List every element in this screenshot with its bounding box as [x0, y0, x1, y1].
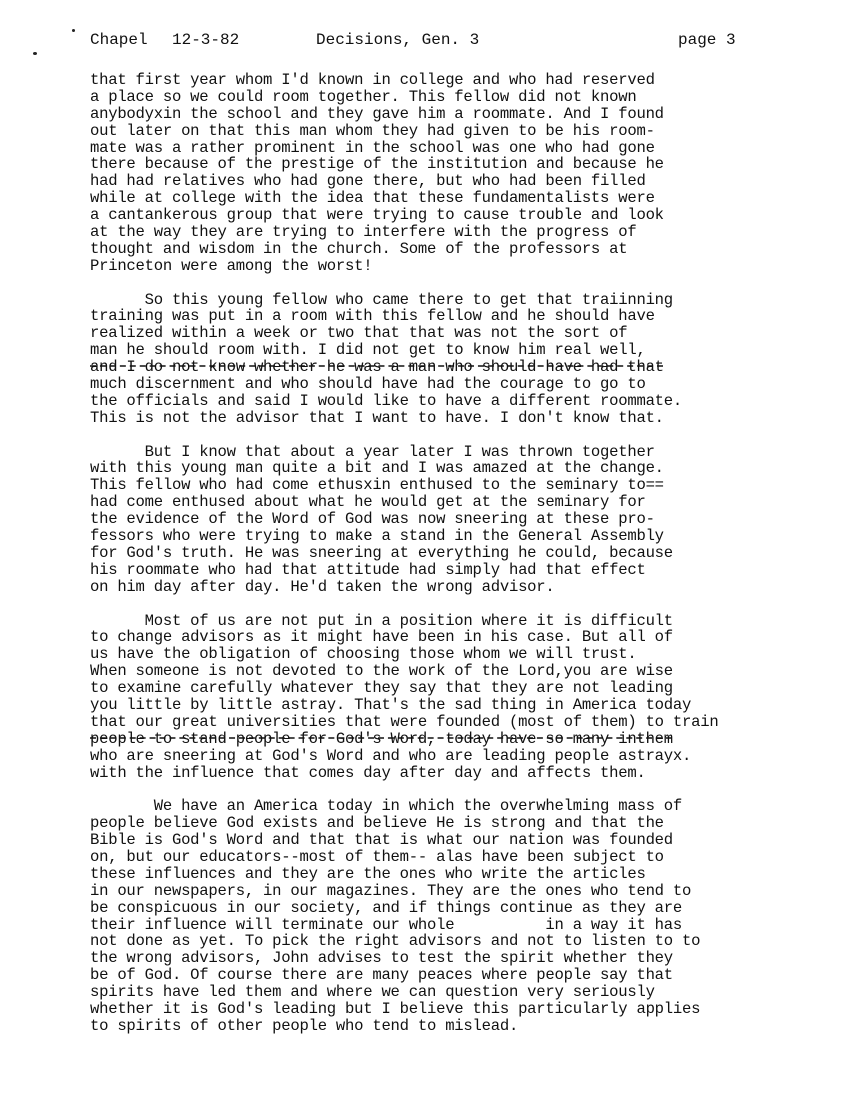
text-line: who are sneering at God's Word and who are leading people astrayx.	[90, 746, 692, 765]
ink-speck	[33, 52, 37, 55]
text-line: be of God. Of course there are many peaces where people say that	[90, 966, 673, 985]
text-line: while at college with the idea that these fundamentalists were	[90, 189, 655, 208]
struck-text-line: people to stand people for God's Word, today have so many inthem	[90, 729, 673, 748]
header-page-number: page 3	[678, 31, 736, 49]
header-chapel: Chapel	[90, 31, 148, 49]
text-line: on him day after day. He'd taken the wrong advisor.	[90, 577, 555, 596]
text-line: mate was a rather prominent in the school was one who had gone	[90, 138, 655, 157]
text-line: to spirits of other people who tend to mislead.	[90, 1016, 519, 1035]
text-line: thought and wisdom in the church. Some of the professors at	[90, 239, 628, 258]
paragraph-5	[90, 798, 820, 1034]
text-line: that our great universities that were founded (most of them) to train	[90, 712, 719, 731]
text-line: out later on that this man whom they had given to be his room-	[90, 121, 655, 140]
text-line: This fellow who had come ethusxin enthused to the seminary to==	[90, 476, 664, 495]
text-line: This is not the advisor that I want to have. I don't know that.	[90, 408, 664, 427]
text-line: people believe God exists and believe He is strong and that the	[90, 814, 664, 833]
text-line: fessors who were trying to make a stand in the General Assembly	[90, 527, 664, 546]
text-line: had had relatives who had gone there, but who had been filled	[90, 172, 646, 191]
text-line: anybodyxin the school and they gave him a roommate. And I found	[90, 104, 664, 123]
text-line: So this young fellow who came there to get that traiinning	[90, 290, 673, 309]
text-line: on, but our educators--most of them-- alas have been subject to	[90, 847, 664, 866]
text-line: training was put in a room with this fellow and he should have	[90, 307, 655, 326]
text-line: whether it is God's leading but I believe this particularly applies	[90, 999, 701, 1018]
text-line: Princeton were among the worst!	[90, 256, 373, 275]
struck-text-line: and I do not know whether he was a man who should have had that	[90, 358, 664, 377]
page-header	[90, 29, 770, 51]
paragraph-2	[90, 292, 820, 427]
text-line: a cantankerous group that were trying to cause trouble and look	[90, 206, 664, 225]
text-line: to change advisors as it might have been in his case. But all of	[90, 628, 673, 647]
text-line: in our newspapers, in our magazines. They are the ones who tend to	[90, 881, 692, 900]
text-line: the wrong advisors, John advises to test the spirit whether they	[90, 949, 673, 968]
text-line: at the way they are trying to interfere with the progress of	[90, 223, 637, 242]
header-date: 12-3-82	[172, 31, 240, 49]
text-line: man he should room with. I did not get to know him real well,	[90, 341, 646, 360]
text-line: you little by little astray. That's the sad thing in America today	[90, 695, 692, 714]
text-line: We have an America today in which the overwhelming mass of	[90, 797, 683, 816]
text-line: realized within a week or two that that was not the sort of	[90, 324, 628, 343]
text-line: their influence will terminate our whole in a way it has	[90, 915, 683, 934]
document-body	[90, 72, 820, 1052]
text-line: these influences and they are the ones who write the articles	[90, 864, 646, 883]
text-line: much discernment and who should have had the courage to go to	[90, 375, 646, 394]
text-line: for God's truth. He was sneering at everything he could, because	[90, 543, 673, 562]
text-line: there because of the prestige of the institution and because he	[90, 155, 664, 174]
text-line: not done as yet. To pick the right advisors and not to listen to to	[90, 932, 701, 951]
text-line: Most of us are not put in a position where it is difficult	[90, 611, 673, 630]
text-line: a place so we could room together. This fellow did not known	[90, 87, 637, 106]
text-line: with this young man quite a bit and I was amazed at the change.	[90, 459, 664, 478]
text-line: spirits have led them and where we can question very seriously	[90, 983, 655, 1002]
header-title: Decisions, Gen. 3	[316, 31, 480, 49]
text-line: had come enthused about what he would get at the seminary for	[90, 493, 646, 512]
paragraph-4	[90, 613, 820, 782]
text-line: But I know that about a year later I was thrown together	[90, 442, 655, 461]
ink-speck	[72, 29, 75, 32]
paragraph-1	[90, 72, 820, 275]
text-line: be conspicuous in our society, and if things continue as they are	[90, 898, 683, 917]
text-line: the officials and said I would like to have a different roommate.	[90, 391, 683, 410]
text-line: his roommate who had that attitude had simply had that effect	[90, 560, 646, 579]
text-line: Bible is God's Word and that that is what our nation was founded	[90, 831, 673, 850]
text-line: that first year whom I'd known in college and who had reserved	[90, 71, 655, 89]
text-line: us have the obligation of choosing those whom we will trust.	[90, 645, 637, 664]
text-line: When someone is not devoted to the work of the Lord,you are wise	[90, 662, 673, 681]
text-line: to examine carefully whatever they say that they are not leading	[90, 679, 673, 698]
text-line: the evidence of the Word of God was now sneering at these pro-	[90, 510, 655, 529]
text-line: with the influence that comes day after day and affects them.	[90, 763, 646, 782]
paragraph-3	[90, 444, 820, 596]
